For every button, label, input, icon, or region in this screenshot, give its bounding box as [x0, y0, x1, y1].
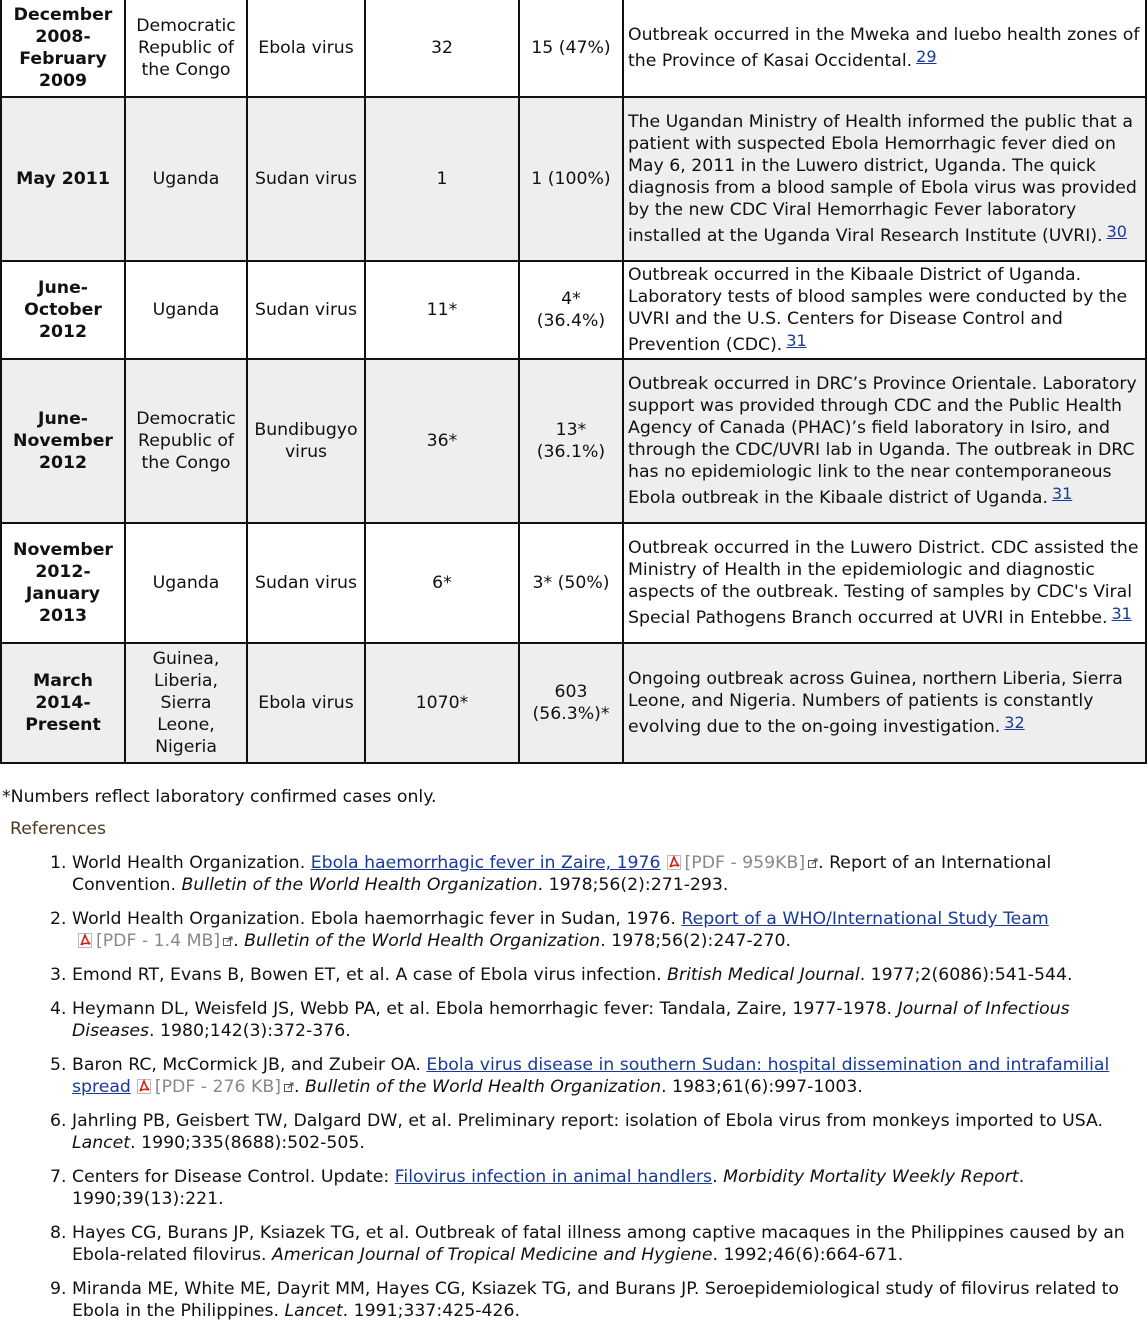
cell-deaths: 3* (50%)	[519, 523, 623, 643]
reference-item: 1. World Health Organization. Ebola haemorrhagic fever in Zaire, 1976 [PDF - 959KB] . Report of an International Convention. Bulletin of the World Health Organization. 1978;56(2):271-293.	[72, 852, 1132, 896]
journal-title: American Journal of Tropical Medicine and Hygiene	[272, 1245, 713, 1265]
description-text: Outbreak occurred in the Luwero District. CDC assisted the Ministry of Health in the epidemiologic and diagnostic aspects of the outbreak. Testing of samples by CDC's Viral Special Pathogens Branch occurred at UVRI in Entebbe.	[628, 538, 1139, 628]
reference-item: 6. Jahrling PB, Geisbert TW, Dalgard DW, et al. Preliminary report: isolation of Ebola virus from monkeys imported to USA. Lancet. 1990;335(8688):502-505.	[72, 1110, 1132, 1154]
reference-item: 5. Baron RC, McCormick JB, and Zubeir OA. Ebola virus disease in southern Sudan: hospital dissemination and intrafamilial spread [PDF - 276 KB] . Bulletin of the World Health Organization. 1983;61(6):997-1003.	[72, 1054, 1132, 1098]
journal-title: Morbidity Mortality Weekly Report	[723, 1167, 1019, 1187]
references-list	[0, 852, 1132, 1334]
cell-cases: 1070*	[365, 643, 519, 763]
cell-deaths: 603 (56.3%)*	[519, 643, 623, 763]
cell-date: May 2011	[1, 97, 125, 261]
cell-date: June- October 2012	[1, 261, 125, 359]
references-heading: References	[10, 819, 107, 839]
cell-species: Bundibugyo virus	[247, 359, 365, 523]
cell-description	[623, 359, 1146, 523]
reference-title-link[interactable]: Report of a WHO/International Study Team	[681, 909, 1049, 929]
cell-country: Uganda	[125, 523, 247, 643]
table-row	[1, 0, 1146, 97]
reference-item: 2. World Health Organization. Ebola haemorrhagic fever in Sudan, 1976. Report of a WHO/International Study Team [PDF - 1.4 MB] . Bulletin of the World Health Organization. 1978;56(2):247-270.	[72, 908, 1132, 952]
footnote: *Numbers reflect laboratory confirmed cases only.	[2, 787, 437, 807]
cell-deaths: 1 (100%)	[519, 97, 623, 261]
cell-country: Democratic Republic of the Congo	[125, 359, 247, 523]
cell-species: Ebola virus	[247, 643, 365, 763]
cell-species: Sudan virus	[247, 261, 365, 359]
reference-item: 7. Centers for Disease Control. Update: Filovirus infection in animal handlers. Morbidity Mortality Weekly Report. 1990;39(13):221.	[72, 1166, 1132, 1210]
reference-link[interactable]: 31	[1111, 604, 1132, 623]
reference-link[interactable]: 32	[1004, 713, 1025, 732]
journal-title: Lancet	[72, 1133, 131, 1153]
journal-title: Journal of Infectious Diseases	[72, 999, 1070, 1041]
cell-country: Guinea, Liberia, Sierra Leone, Nigeria	[125, 643, 247, 763]
pdf-icon	[78, 932, 92, 947]
cell-date: March 2014- Present	[1, 643, 125, 763]
external-link-icon[interactable]	[223, 930, 233, 940]
cell-cases: 36*	[365, 359, 519, 523]
pdf-size-label: [PDF - 1.4 MB]	[96, 931, 221, 951]
cell-cases: 6*	[365, 523, 519, 643]
cell-deaths: 13* (36.1%)	[519, 359, 623, 523]
reference-item: 3. Emond RT, Evans B, Bowen ET, et al. A case of Ebola virus infection. British Medical Journal. 1977;2(6086):541-544.	[72, 964, 1132, 986]
description-text: The Ugandan Ministry of Health informed the public that a patient with suspected Ebola Hemorrhagic fever died on May 6, 2011 in the Luwero district, Uganda. The quick diagnosis from a blood sample of Ebola virus was provided by the new CDC Viral Hemorrhagic Fever laboratory installed at the Uganda Viral Research Institute (UVRI).	[628, 112, 1137, 246]
cell-cases: 1	[365, 97, 519, 261]
journal-title: Bulletin of the World Health Organization	[304, 1077, 662, 1097]
table-row	[1, 97, 1146, 261]
cell-description	[623, 0, 1146, 97]
reference-item: 4. Heymann DL, Weisfeld JS, Webb PA, et al. Ebola hemorrhagic fever: Tandala, Zaire, 1977-1978. Journal of Infectious Diseases. 1980;142(3):372-376.	[72, 998, 1132, 1042]
table-row	[1, 523, 1146, 643]
table-row	[1, 261, 1146, 359]
cell-description	[623, 261, 1146, 359]
journal-title: Lancet	[284, 1301, 343, 1321]
cell-species: Ebola virus	[247, 0, 365, 97]
reference-title-link[interactable]: Ebola virus disease in southern Sudan: hospital dissemination and intrafamilial spread	[72, 1055, 1110, 1097]
cell-description	[623, 523, 1146, 643]
journal-title: British Medical Journal	[667, 965, 860, 985]
reference-link[interactable]: 31	[786, 331, 807, 350]
reference-link[interactable]: 30	[1106, 222, 1127, 241]
cell-date: June- November 2012	[1, 359, 125, 523]
external-link-icon[interactable]	[284, 1076, 294, 1086]
cell-date: November 2012- January 2013	[1, 523, 125, 643]
cell-species: Sudan virus	[247, 523, 365, 643]
pdf-icon	[667, 854, 681, 869]
cell-description	[623, 643, 1146, 763]
journal-title: Bulletin of the World Health Organization	[244, 931, 601, 951]
cell-description	[623, 97, 1146, 261]
reference-title-link[interactable]: Filovirus infection in animal handlers	[394, 1167, 713, 1187]
cell-country: Democratic Republic of the Congo	[125, 0, 247, 97]
reference-link[interactable]: 31	[1051, 484, 1073, 503]
pdf-icon	[137, 1078, 151, 1093]
description-text: Ongoing outbreak across Guinea, northern Liberia, Sierra Leone, and Nigeria. Numbers of patients is constantly evolving due to the on-going investigation.	[628, 669, 1123, 737]
cell-country: Uganda	[125, 97, 247, 261]
description-text: Outbreak occurred in the Mweka and luebo health zones of the Province of Kasai Occidental.	[628, 25, 1140, 71]
table-row	[1, 643, 1146, 763]
reference-item: 8. Hayes CG, Burans JP, Ksiazek TG, et al. Outbreak of fatal illness among captive macaques in the Philippines caused by an Ebola-related filovirus. American Journal of Tropical Medicine and Hygiene. 1992;46(6):664-671.	[72, 1222, 1132, 1266]
external-link-icon[interactable]	[808, 852, 818, 862]
table-row	[1, 359, 1146, 523]
reference-title-link[interactable]: Ebola haemorrhagic fever in Zaire, 1976	[310, 853, 661, 873]
cell-species: Sudan virus	[247, 97, 365, 261]
journal-title: Bulletin of the World Health Organization	[181, 875, 538, 895]
cell-cases: 11*	[365, 261, 519, 359]
cell-deaths: 15 (47%)	[519, 0, 623, 97]
reference-item: 9. Miranda ME, White ME, Dayrit MM, Hayes CG, Ksiazek TG, and Burans JP. Seroepidemiological study of filovirus related to Ebola in the Philippines. Lancet. 1991;337:425-426.	[72, 1278, 1132, 1322]
cell-country: Uganda	[125, 261, 247, 359]
cell-cases: 32	[365, 0, 519, 97]
cell-date: December 2008- February 2009	[1, 0, 125, 97]
cell-deaths: 4* (36.4%)	[519, 261, 623, 359]
pdf-size-label: [PDF - 959KB]	[684, 853, 806, 873]
description-text: Outbreak occurred in DRC’s Province Orientale. Laboratory support was provided through CDC and the Public Health Agency of Canada (PHAC)’s field laboratory in Isiro, and through the CDC/UVRI lab in Uganda. The outbreak in DRC has no epidemiologic link to the near contemporaneous Ebola outbreak in the Kibaale district of Uganda.	[628, 374, 1137, 508]
pdf-size-label: [PDF - 276 KB]	[154, 1077, 281, 1097]
reference-link[interactable]: 29	[916, 47, 937, 66]
description-text: Outbreak occurred in the Kibaale District of Uganda. Laboratory tests of blood samples were conducted by the UVRI and the U.S. Centers for Disease Control and Prevention (CDC).	[628, 265, 1128, 355]
